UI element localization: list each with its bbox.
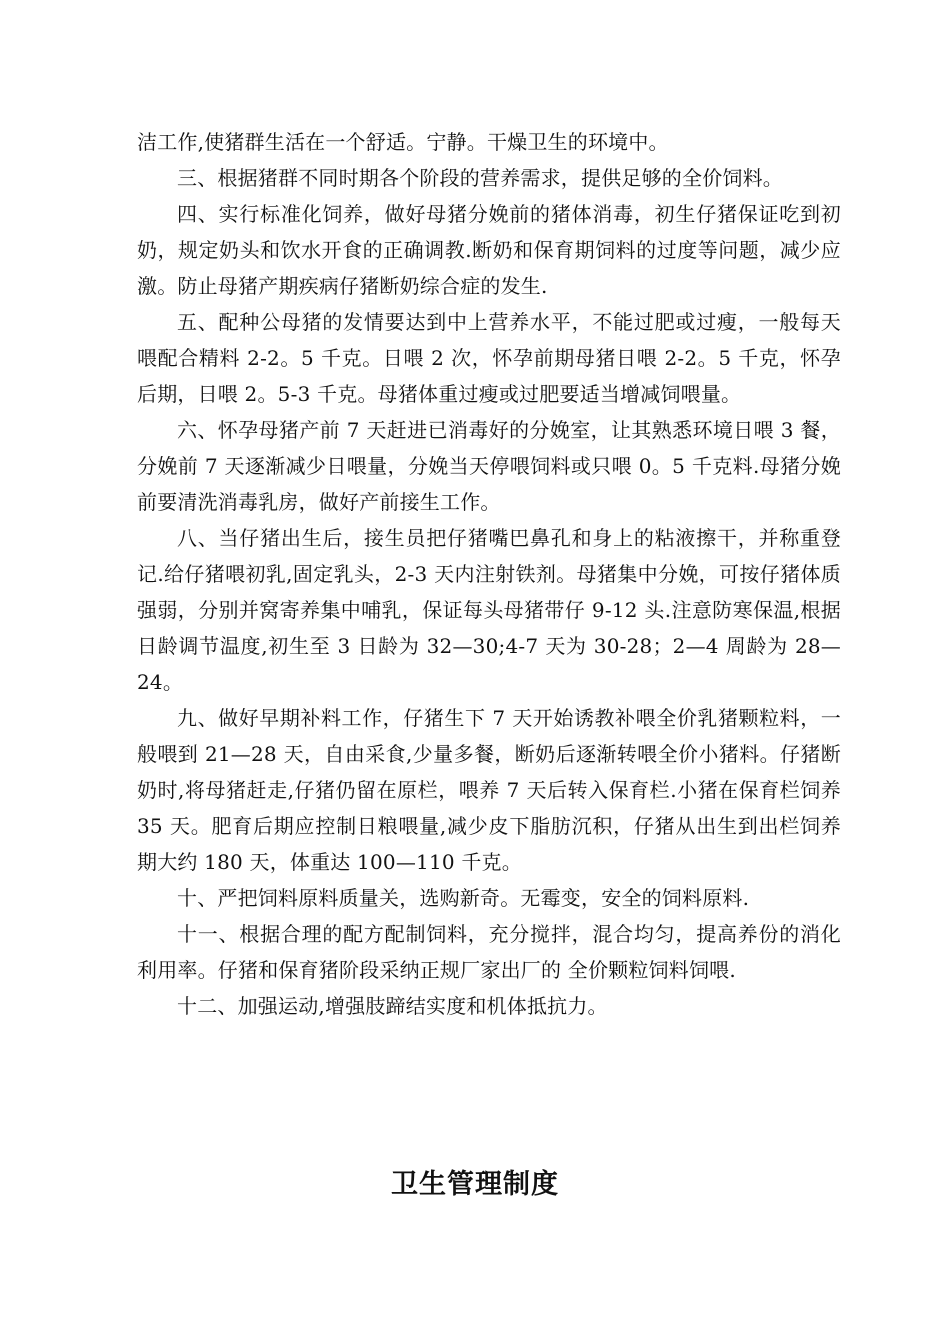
document-body [137,124,841,1024]
paragraph-item-12: 十二、加强运动,增强肢蹄结实度和机体抵抗力。 [177,994,608,1018]
paragraph-item-9: 九、做好早期补料工作，仔猪生下 7 天开始诱教补喂全价乳猪颗粒料，一般喂到 21—28 天，自由采食,少量多餐，断奶后逐渐转喂全价小猪料。仔猪断奶时,将母猪赶走,仔猪仍留在原栏，喂养 7 天后转入保育栏.小猪在保育栏饲养 35 天。肥育后期应控制日粮喂量,减少皮下脂肪沉积，仔猪从出生到出栏饲养期大约 180 天，体重达 100—110 千克。 [137,706,841,874]
paragraph-item-6: 六、怀孕母猪产前 7 天赶进已消毒好的分娩室，让其熟悉环境日喂 3 餐，分娩前 7 天逐渐减少日喂量，分娩当天停喂饲料或只喂 0。5 千克料.母猪分娩前要清洗消毒乳房，做好产前接生工作。 [137,418,841,514]
paragraph-item-11: 十一、根据合理的配方配制饲料，充分搅拌，混合均匀，提高养份的消化利用率。仔猪和保育猪阶段采纳正规厂家出厂的 全价颗粒饲料饲喂. [137,922,841,982]
section-heading: 卫生管理制度 [391,1169,559,1200]
paragraph-item-4: 四、实行标准化饲养，做好母猪分娩前的猪体消毒，初生仔猪保证吃到初奶，规定奶头和饮水开食的正确调教.断奶和保育期饲料的过度等问题，减少应激。防止母猪产期疾病仔猪断奶综合症的发生. [137,202,841,298]
paragraph-continuation: 洁工作,使猪群生活在一个舒适。宁静。干燥卫生的环境中。 [137,130,669,154]
paragraph-item-3: 三、根据猪群不同时期各个阶段的营养需求，提供足够的全价饲料。 [177,166,783,190]
paragraph-item-5: 五、配种公母猪的发情要达到中上营养水平，不能过肥或过瘦，一般每天喂配合精料 2-2。5 千克。日喂 2 次，怀孕前期母猪日喂 2-2。5 千克，怀孕后期，日喂 2。5-3 千克。母猪体重过瘦或过肥要适当增减饲喂量。 [137,310,841,406]
paragraph-item-8: 八、当仔猪出生后，接生员把仔猪嘴巴鼻孔和身上的粘液擦干，并称重登记.给仔猪喂初乳,固定乳头，2-3 天内注射铁剂。母猪集中分娩，可按仔猪体质强弱，分别并窝寄养集中哺乳，保证每头母猪带仔 9-12 头.注意防寒保温,根据日龄调节温度,初生至 3 日龄为 32—30;4-7 天为 30-28；2—4 周龄为 28—24。 [137,526,841,694]
paragraph-item-10: 十、严把饲料原料质量关，选购新奇。无霉变，安全的饲料原料. [177,886,750,910]
